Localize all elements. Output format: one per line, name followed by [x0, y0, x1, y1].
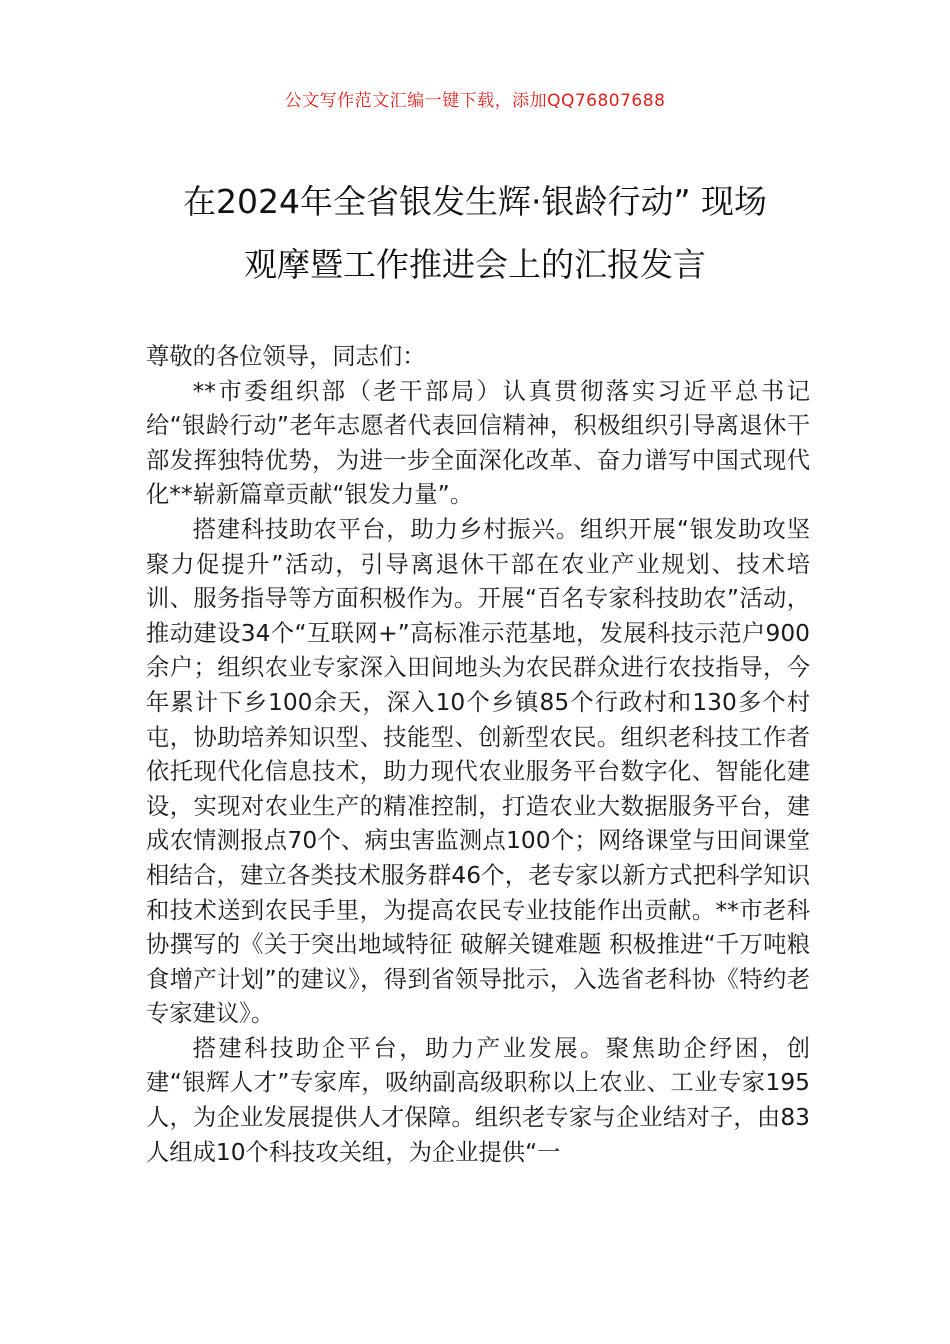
- paragraph-intro: **市委组织部（老干部局）认真贯彻落实习近平总书记给“银龄行动”老年志愿者代表回信精神，积极组织引导离退休干部发挥独特优势，为进一步全面深化改革、奋力谱写中国式现代化**崭新篇章贡献“银发力量”。: [146, 377, 810, 509]
- title-line-2: 观摩暨工作推进会上的汇报发言: [244, 245, 706, 284]
- paragraph-enterprise: 搭建科技助企平台，助力产业发展。聚焦助企纾困，创建“银辉人才”专家库，吸纳副高级职称以上农业、工业专家195人，为企业发展提供人才保障。组织老专家与企业结对子，由83人组成10个科技攻关组，为企业提供“一: [146, 1034, 810, 1166]
- paragraph-agriculture: 搭建科技助农平台，助力乡村振兴。组织开展“银发助攻坚 聚力促提升”活动，引导离退休干部在农业产业规划、技术培训、服务指导等方面积极作为。开展“百名专家科技助农”活动，推动建设34个“互联网+”高标准示范基地，发展科技示范户900余户；组织农业专家深入田间地头为农民群众进行农技指导，今年累计下乡100余天，深入10个乡镇85个行政村和130多个村屯，协助培养知识型、技能型、创新型农民。组织老科技工作者依托现代化信息技术，助力现代农业服务平台数字化、智能化建设，实现对农业生产的精准控制，打造农业大数据服务平台，建成农情测报点70个、病虫害监测点100个；网络课堂与田间课堂相结合，建立各类技术服务群46个，老专家以新方式把科学知识和技术送到农民手里，为提高农民专业技能作出贡献。**市老科协撰写的《关于突出地域特征 破解关键难题 积极推进“千万吨粮食增产计划”的建议》，得到省领导批示，入选省老科协《特约老专家建议》。: [146, 515, 810, 1028]
- document-body: [146, 340, 810, 1170]
- salutation: 尊敬的各位领导，同志们：: [146, 343, 426, 370]
- document-title: [140, 170, 810, 296]
- download-promo-note: 公文写作范文汇编一键下载，添加QQ76807688: [284, 91, 666, 111]
- title-line-1: 在2024年全省银发生辉·银龄行动” 现场: [182, 182, 768, 221]
